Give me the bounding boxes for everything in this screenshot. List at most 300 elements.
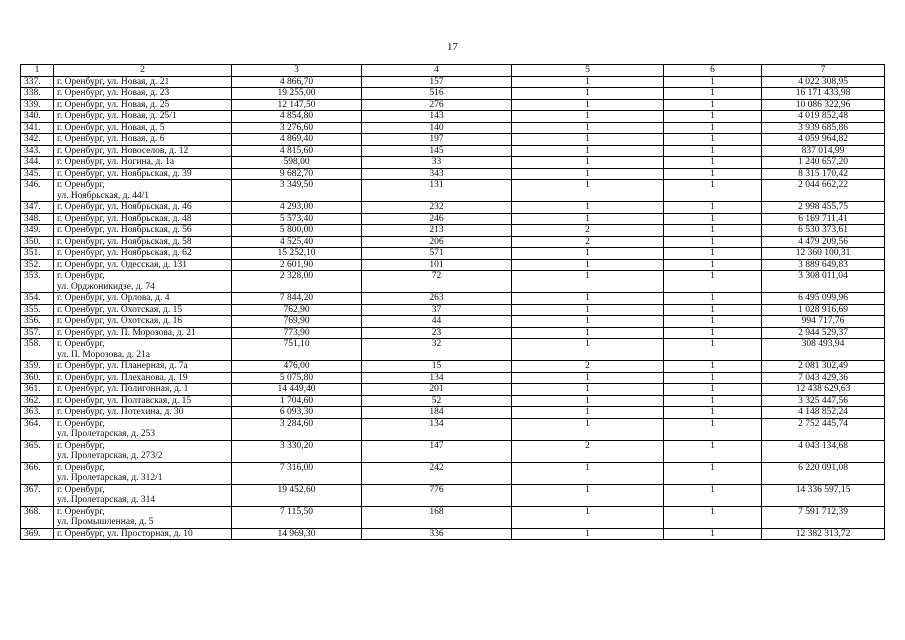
row-number: 359. [21, 361, 54, 373]
row-number: 344. [21, 157, 54, 169]
column-6-cell: 1 [664, 407, 762, 419]
row-number: 358. [21, 339, 54, 361]
table-row [21, 271, 885, 293]
column-6-cell: 1 [664, 88, 762, 100]
address-line: ул. Пролетарская, д. 253 [57, 429, 156, 439]
cost-cell: 4 019 852,48 [762, 111, 885, 123]
row-number: 348. [21, 213, 54, 225]
column-6-cell: 1 [664, 111, 762, 123]
table-row [21, 304, 885, 316]
column-4-cell: 213 [362, 225, 512, 237]
column-4-cell: 232 [362, 202, 512, 214]
area-cell: 476,00 [232, 361, 362, 373]
column-5-cell: 1 [512, 528, 664, 540]
cost-cell: 7 591 712,39 [762, 506, 885, 528]
address-cell [54, 134, 232, 146]
address-line: г. Оренбург, [57, 339, 105, 349]
address-line: г. Оренбург, ул. Одесская, д. 131 [57, 259, 187, 270]
column-4-cell: 516 [362, 88, 512, 100]
column-6-cell: 1 [664, 157, 762, 169]
row-number: 339. [21, 99, 54, 111]
table-row [21, 395, 885, 407]
column-4-cell: 101 [362, 259, 512, 271]
address-line: г. Оренбург, ул. Потехина, д. 30 [57, 407, 184, 417]
cost-cell: 2 998 455,75 [762, 202, 885, 214]
column-4-cell: 571 [362, 248, 512, 260]
address-cell [54, 440, 232, 462]
column-4-cell: 33 [362, 157, 512, 169]
column-4-cell: 140 [362, 122, 512, 134]
cost-cell: 3 308 011,04 [762, 271, 885, 293]
area-cell: 6 093,30 [232, 407, 362, 419]
address-cell [54, 180, 232, 202]
row-number: 350. [21, 236, 54, 248]
area-cell: 7 316,00 [232, 462, 362, 484]
cost-cell: 7 043 429,36 [762, 372, 885, 384]
address-line: г. Оренбург, ул. Планерная, д. 7а [57, 361, 188, 371]
address-line: г. Оренбург, ул. Ноябрьская, д. 62 [57, 248, 192, 258]
column-6-cell: 1 [664, 418, 762, 440]
address-cell [54, 293, 232, 305]
address-line: г. Оренбург, ул. Новая, д. 5 [57, 122, 165, 133]
area-cell: 14 449,40 [232, 384, 362, 396]
table-row [21, 316, 885, 328]
column-4-cell: 143 [362, 111, 512, 123]
column-6-cell: 1 [664, 248, 762, 260]
address-cell [54, 372, 232, 384]
column-header: 2 [54, 65, 232, 77]
row-number: 368. [21, 506, 54, 528]
row-number: 347. [21, 202, 54, 214]
row-number: 341. [21, 122, 54, 134]
address-line: г. Оренбург, ул. Полтавская, д. 15 [57, 395, 192, 406]
cost-cell: 6 495 099,96 [762, 293, 885, 305]
column-5-cell: 1 [512, 259, 664, 271]
address-cell [54, 384, 232, 396]
column-5-cell: 1 [512, 316, 664, 328]
address-cell [54, 462, 232, 484]
address-cell [54, 327, 232, 339]
address-line: г. Оренбург, ул. Новая, д. 21 [57, 76, 170, 87]
address-line: ул. Промышленная, д. 5 [57, 517, 154, 527]
column-5-cell: 1 [512, 248, 664, 260]
table-row [21, 236, 885, 248]
column-5-cell: 1 [512, 407, 664, 419]
column-5-cell: 1 [512, 372, 664, 384]
column-4-cell: 776 [362, 484, 512, 506]
address-line: г. Оренбург, ул. Новая, д. 6 [57, 134, 165, 144]
cost-cell: 10 086 322,96 [762, 99, 885, 111]
cost-cell: 12 360 100,31 [762, 248, 885, 260]
column-header: 1 [21, 65, 54, 77]
row-number: 357. [21, 327, 54, 339]
row-number: 356. [21, 316, 54, 328]
address-line: г. Оренбург, [57, 440, 105, 451]
row-number: 364. [21, 418, 54, 440]
cost-cell: 2 752 445,74 [762, 418, 885, 440]
table-row [21, 440, 885, 462]
cost-cell: 2 081 302,49 [762, 361, 885, 373]
table-row [21, 168, 885, 180]
column-6-cell: 1 [664, 506, 762, 528]
area-cell: 751,10 [232, 339, 362, 361]
column-4-cell: 37 [362, 304, 512, 316]
column-5-cell: 1 [512, 213, 664, 225]
cost-cell: 2 044 662,22 [762, 180, 885, 202]
address-cell [54, 407, 232, 419]
table-row [21, 484, 885, 506]
address-cell [54, 122, 232, 134]
column-header: 6 [664, 65, 762, 77]
page-number: 17 [447, 41, 458, 53]
column-5-cell: 1 [512, 99, 664, 111]
column-4-cell: 343 [362, 168, 512, 180]
address-line: г. Оренбург, [57, 462, 105, 473]
column-6-cell: 1 [664, 225, 762, 237]
address-line: ул. Пролетарская, д. 312/1 [57, 473, 163, 483]
address-line: г. Оренбург, [57, 271, 105, 281]
column-header: 7 [762, 65, 885, 77]
address-line: г. Оренбург, ул. П. Морозова, д. 21 [57, 327, 196, 338]
address-cell [54, 225, 232, 237]
area-cell: 3 276,60 [232, 122, 362, 134]
area-cell: 1 704,60 [232, 395, 362, 407]
column-4-cell: 44 [362, 316, 512, 328]
area-cell: 5 573,40 [232, 213, 362, 225]
area-cell: 15 252,10 [232, 248, 362, 260]
column-5-cell: 2 [512, 225, 664, 237]
address-cell [54, 339, 232, 361]
row-number: 351. [21, 248, 54, 260]
address-cell [54, 259, 232, 271]
address-line: г. Оренбург, ул. Охотская, д. 15 [57, 304, 183, 315]
table-row [21, 327, 885, 339]
column-5-cell: 1 [512, 506, 664, 528]
address-line: г. Оренбург, ул. Ногина, д. 1а [57, 157, 175, 167]
column-5-cell: 1 [512, 327, 664, 339]
area-cell: 12 147,50 [232, 99, 362, 111]
table-row [21, 339, 885, 361]
address-line: г. Оренбург, ул. Ноябрьская, д. 39 [57, 168, 192, 179]
address-line: г. Оренбург, ул. Орлова, д. 4 [57, 293, 170, 303]
area-cell: 2 328,00 [232, 271, 362, 293]
address-cell [54, 157, 232, 169]
area-cell: 598,00 [232, 157, 362, 169]
address-cell [54, 528, 232, 540]
column-4-cell: 32 [362, 339, 512, 361]
column-6-cell: 1 [664, 384, 762, 396]
row-number: 342. [21, 134, 54, 146]
address-line: г. Оренбург, ул. Ноябрьская, д. 46 [57, 202, 192, 212]
area-cell: 2 601,90 [232, 259, 362, 271]
column-6-cell: 1 [664, 76, 762, 88]
column-5-cell: 1 [512, 122, 664, 134]
column-6-cell: 1 [664, 271, 762, 293]
cost-cell: 6 220 091,08 [762, 462, 885, 484]
column-4-cell: 246 [362, 213, 512, 225]
area-cell: 4 854,80 [232, 111, 362, 123]
buildings-table [20, 64, 885, 540]
cost-cell: 12 438 629,63 [762, 384, 885, 396]
row-number: 352. [21, 259, 54, 271]
table-row [21, 88, 885, 100]
address-cell [54, 271, 232, 293]
row-number: 362. [21, 395, 54, 407]
column-5-cell: 1 [512, 76, 664, 88]
address-line: ул. Ноябрьская, д. 44/1 [57, 190, 150, 201]
address-cell [54, 248, 232, 260]
column-5-cell: 1 [512, 418, 664, 440]
cost-cell: 2 944 529,37 [762, 327, 885, 339]
column-header: 4 [362, 65, 512, 77]
table-row [21, 506, 885, 528]
row-number: 361. [21, 384, 54, 396]
column-6-cell: 1 [664, 180, 762, 202]
table-row [21, 76, 885, 88]
column-header: 3 [232, 65, 362, 77]
table-row [21, 418, 885, 440]
table-row [21, 202, 885, 214]
column-6-cell: 1 [664, 145, 762, 157]
area-cell: 3 330,20 [232, 440, 362, 462]
cost-cell: 837 014,99 [762, 145, 885, 157]
column-4-cell: 15 [362, 361, 512, 373]
table-row [21, 157, 885, 169]
table-row [21, 145, 885, 157]
column-6-cell: 1 [664, 462, 762, 484]
address-cell [54, 168, 232, 180]
area-cell: 14 969,30 [232, 528, 362, 540]
table-row [21, 213, 885, 225]
address-line: г. Оренбург, ул. Новая, д. 25/1 [57, 111, 177, 121]
column-5-cell: 1 [512, 88, 664, 100]
column-5-cell: 1 [512, 134, 664, 146]
column-6-cell: 1 [664, 202, 762, 214]
column-5-cell: 2 [512, 440, 664, 462]
column-5-cell: 1 [512, 462, 664, 484]
cost-cell: 1 240 657,20 [762, 157, 885, 169]
cost-cell: 3 889 649,83 [762, 259, 885, 271]
address-cell [54, 395, 232, 407]
column-5-cell: 1 [512, 157, 664, 169]
address-cell [54, 88, 232, 100]
row-number: 349. [21, 225, 54, 237]
column-6-cell: 1 [664, 259, 762, 271]
address-cell [54, 213, 232, 225]
column-4-cell: 52 [362, 395, 512, 407]
area-cell: 3 349,50 [232, 180, 362, 202]
table-row [21, 462, 885, 484]
area-cell: 5 800,00 [232, 225, 362, 237]
column-5-cell: 2 [512, 361, 664, 373]
address-line: г. Оренбург, ул. Ноябрьская, д. 56 [57, 225, 192, 235]
area-cell: 4 293,00 [232, 202, 362, 214]
column-5-cell: 1 [512, 180, 664, 202]
column-6-cell: 1 [664, 440, 762, 462]
column-5-cell: 1 [512, 111, 664, 123]
column-4-cell: 197 [362, 134, 512, 146]
address-line: г. Оренбург, ул. Ноябрьская, д. 58 [57, 236, 192, 247]
column-6-cell: 1 [664, 372, 762, 384]
column-4-cell: 131 [362, 180, 512, 202]
column-6-cell: 1 [664, 99, 762, 111]
column-4-cell: 242 [362, 462, 512, 484]
row-number: 365. [21, 440, 54, 462]
table-row [21, 99, 885, 111]
area-cell: 9 682,70 [232, 168, 362, 180]
header-row [21, 65, 885, 77]
table-row [21, 122, 885, 134]
table-row [21, 293, 885, 305]
cost-cell: 8 315 170,42 [762, 168, 885, 180]
column-4-cell: 276 [362, 99, 512, 111]
column-6-cell: 1 [664, 134, 762, 146]
column-6-cell: 1 [664, 213, 762, 225]
area-cell: 773,90 [232, 327, 362, 339]
column-5-cell: 1 [512, 384, 664, 396]
column-5-cell: 1 [512, 293, 664, 305]
address-line: ул. П. Морозова, д. 21а [57, 349, 150, 360]
table-row [21, 134, 885, 146]
column-4-cell: 134 [362, 418, 512, 440]
area-cell: 4 866,70 [232, 76, 362, 88]
address-line: ул. Пролетарская, д. 273/2 [57, 451, 163, 461]
table-row [21, 180, 885, 202]
cost-cell: 308 493,94 [762, 339, 885, 361]
cost-cell: 4 022 308,95 [762, 76, 885, 88]
table-row [21, 372, 885, 384]
column-4-cell: 184 [362, 407, 512, 419]
row-number: 345. [21, 168, 54, 180]
column-5-cell: 1 [512, 395, 664, 407]
column-6-cell: 1 [664, 361, 762, 373]
column-6-cell: 1 [664, 122, 762, 134]
column-header: 5 [512, 65, 664, 77]
cost-cell: 1 028 916,69 [762, 304, 885, 316]
area-cell: 19 452,60 [232, 484, 362, 506]
row-number: 363. [21, 407, 54, 419]
table-row [21, 225, 885, 237]
row-number: 369. [21, 528, 54, 540]
table-row [21, 528, 885, 540]
area-cell: 3 284,60 [232, 418, 362, 440]
cost-cell: 4 043 134,68 [762, 440, 885, 462]
address-line: г. Оренбург, ул. Просторная, д. 10 [57, 528, 193, 539]
area-cell: 769,90 [232, 316, 362, 328]
column-5-cell: 1 [512, 304, 664, 316]
column-5-cell: 1 [512, 271, 664, 293]
area-cell: 7 844,20 [232, 293, 362, 305]
address-cell [54, 202, 232, 214]
column-6-cell: 1 [664, 168, 762, 180]
row-number: 366. [21, 462, 54, 484]
row-number: 343. [21, 145, 54, 157]
table-row [21, 361, 885, 373]
column-6-cell: 1 [664, 236, 762, 248]
address-line: ул. Пролетарская, д. 314 [57, 495, 156, 505]
cost-cell: 16 171 433,98 [762, 88, 885, 100]
cost-cell: 6 530 373,61 [762, 225, 885, 237]
row-number: 338. [21, 88, 54, 100]
cost-cell: 3 325 447,56 [762, 395, 885, 407]
address-line: г. Оренбург, ул. Плеханова, д. 19 [57, 372, 188, 383]
column-5-cell: 1 [512, 484, 664, 506]
column-4-cell: 145 [362, 145, 512, 157]
address-cell [54, 506, 232, 528]
address-line: г. Оренбург, ул. Ноябрьская, д. 48 [57, 213, 192, 224]
column-5-cell: 1 [512, 145, 664, 157]
column-4-cell: 147 [362, 440, 512, 462]
cost-cell: 3 939 685,86 [762, 122, 885, 134]
address-cell [54, 418, 232, 440]
area-cell: 7 115,50 [232, 506, 362, 528]
column-6-cell: 1 [664, 293, 762, 305]
row-number: 355. [21, 304, 54, 316]
area-cell: 19 255,00 [232, 88, 362, 100]
column-4-cell: 72 [362, 271, 512, 293]
address-line: г. Оренбург, ул. Новая, д. 25 [57, 99, 170, 110]
row-number: 346. [21, 180, 54, 202]
address-line: ул. Орджоникидзе, д. 74 [57, 281, 155, 292]
column-4-cell: 263 [362, 293, 512, 305]
row-number: 353. [21, 271, 54, 293]
area-cell: 4 869,40 [232, 134, 362, 146]
address-cell [54, 484, 232, 506]
table-row [21, 248, 885, 260]
column-6-cell: 1 [664, 484, 762, 506]
column-6-cell: 1 [664, 304, 762, 316]
address-line: г. Оренбург, [57, 418, 105, 429]
cost-cell: 4 148 852,24 [762, 407, 885, 419]
cost-cell: 12 382 313,72 [762, 528, 885, 540]
column-5-cell: 1 [512, 202, 664, 214]
table-row [21, 259, 885, 271]
address-line: г. Оренбург, ул. Охотская, д. 16 [57, 316, 183, 326]
area-cell: 762,90 [232, 304, 362, 316]
column-4-cell: 134 [362, 372, 512, 384]
table-row [21, 384, 885, 396]
address-line: г. Оренбург, [57, 180, 105, 190]
column-4-cell: 168 [362, 506, 512, 528]
column-4-cell: 336 [362, 528, 512, 540]
address-cell [54, 316, 232, 328]
address-cell [54, 236, 232, 248]
table-row [21, 407, 885, 419]
row-number: 360. [21, 372, 54, 384]
column-6-cell: 1 [664, 327, 762, 339]
row-number: 354. [21, 293, 54, 305]
row-number: 367. [21, 484, 54, 506]
address-line: г. Оренбург, [57, 484, 105, 495]
cost-cell: 4 479 209,56 [762, 236, 885, 248]
table-body [21, 76, 885, 540]
column-4-cell: 23 [362, 327, 512, 339]
row-number: 340. [21, 111, 54, 123]
address-cell [54, 111, 232, 123]
address-cell [54, 76, 232, 88]
column-6-cell: 1 [664, 339, 762, 361]
area-cell: 4 525,40 [232, 236, 362, 248]
address-cell [54, 304, 232, 316]
column-6-cell: 1 [664, 528, 762, 540]
cost-cell: 6 169 711,41 [762, 213, 885, 225]
area-cell: 5 075,80 [232, 372, 362, 384]
cost-cell: 4 059 964,82 [762, 134, 885, 146]
cost-cell: 14 336 597,15 [762, 484, 885, 506]
cost-cell: 994 717,76 [762, 316, 885, 328]
address-cell [54, 361, 232, 373]
address-cell [54, 145, 232, 157]
